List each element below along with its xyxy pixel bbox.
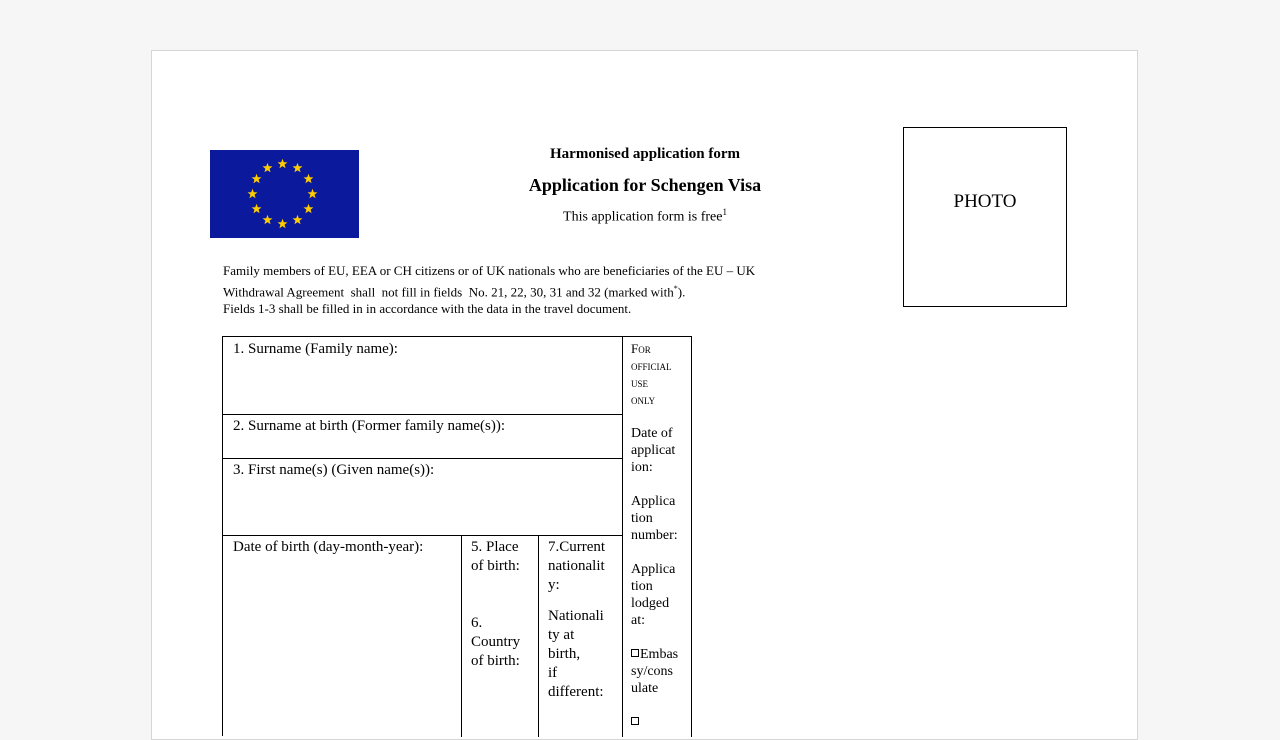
nationality-field[interactable] <box>538 535 623 737</box>
embassy-option-label: Embas sy/cons ulate <box>631 647 679 696</box>
asterisk-marker: * <box>673 283 678 293</box>
surname-label: 1. Surname (Family name): <box>233 341 398 357</box>
place-country-of-birth-field[interactable] <box>461 535 539 737</box>
official-use-column <box>622 337 692 737</box>
surname-at-birth-field[interactable] <box>223 414 623 459</box>
checkbox-icon[interactable] <box>631 717 639 725</box>
free-note <box>455 207 835 226</box>
notice-line-2-text: Withdrawal Agreement shall not fill in fields No. 21, 22, 30, 31 and 32 (marked with <box>223 283 674 299</box>
surname-field[interactable] <box>223 337 623 415</box>
country-of-birth-label: 6. Country of birth: <box>471 615 521 669</box>
application-number-label: Applica tion number: <box>631 494 678 543</box>
free-note-text: This application form is free <box>563 209 723 225</box>
notice-line-2-end: ). <box>677 283 686 299</box>
spacer <box>548 595 622 607</box>
form-title: Application for Schengen Visa <box>528 175 762 195</box>
embassy-option[interactable] <box>631 646 691 697</box>
application-form-table <box>222 336 692 736</box>
form-subtitle: Harmonised application form <box>550 146 740 162</box>
notice-line-1: Family members of EU, EEA or CH citizens or of UK nationals who are beneficiaries of the EU – UK <box>223 263 756 278</box>
nationality-at-birth-label: Nationali ty at birth, if different: <box>548 608 604 700</box>
photo-box[interactable] <box>903 127 1067 307</box>
first-names-field[interactable] <box>223 458 623 536</box>
date-of-birth-field[interactable] <box>223 535 462 737</box>
next-option[interactable] <box>631 714 691 731</box>
checkbox-icon[interactable] <box>631 649 639 657</box>
surname-at-birth-label: 2. Surname at birth (Former family name(s)): <box>233 418 506 434</box>
notice-line-2 <box>223 280 863 301</box>
current-nationality-label: 7.Current nationalit y: <box>548 539 606 593</box>
instructions-notice <box>223 262 863 318</box>
application-lodged-at-label: Applica tion lodged at: <box>631 562 676 628</box>
date-of-birth-label: Date of birth (day-month-year): <box>233 539 424 555</box>
photo-label: PHOTO <box>953 191 1017 212</box>
place-of-birth-label: 5. Place of birth: <box>471 539 520 574</box>
eu-flag-logo <box>210 150 359 238</box>
spacer <box>471 576 538 614</box>
footnote-marker: 1 <box>722 207 727 217</box>
first-names-label: 3. First name(s) (Given name(s)): <box>233 462 435 478</box>
date-of-application-label: Date of applicat ion: <box>631 426 676 475</box>
notice-line-3: Fields 1-3 shall be filled in in accordance with the data in the travel document. <box>223 301 632 317</box>
official-use-heading: For official use only <box>631 341 672 407</box>
